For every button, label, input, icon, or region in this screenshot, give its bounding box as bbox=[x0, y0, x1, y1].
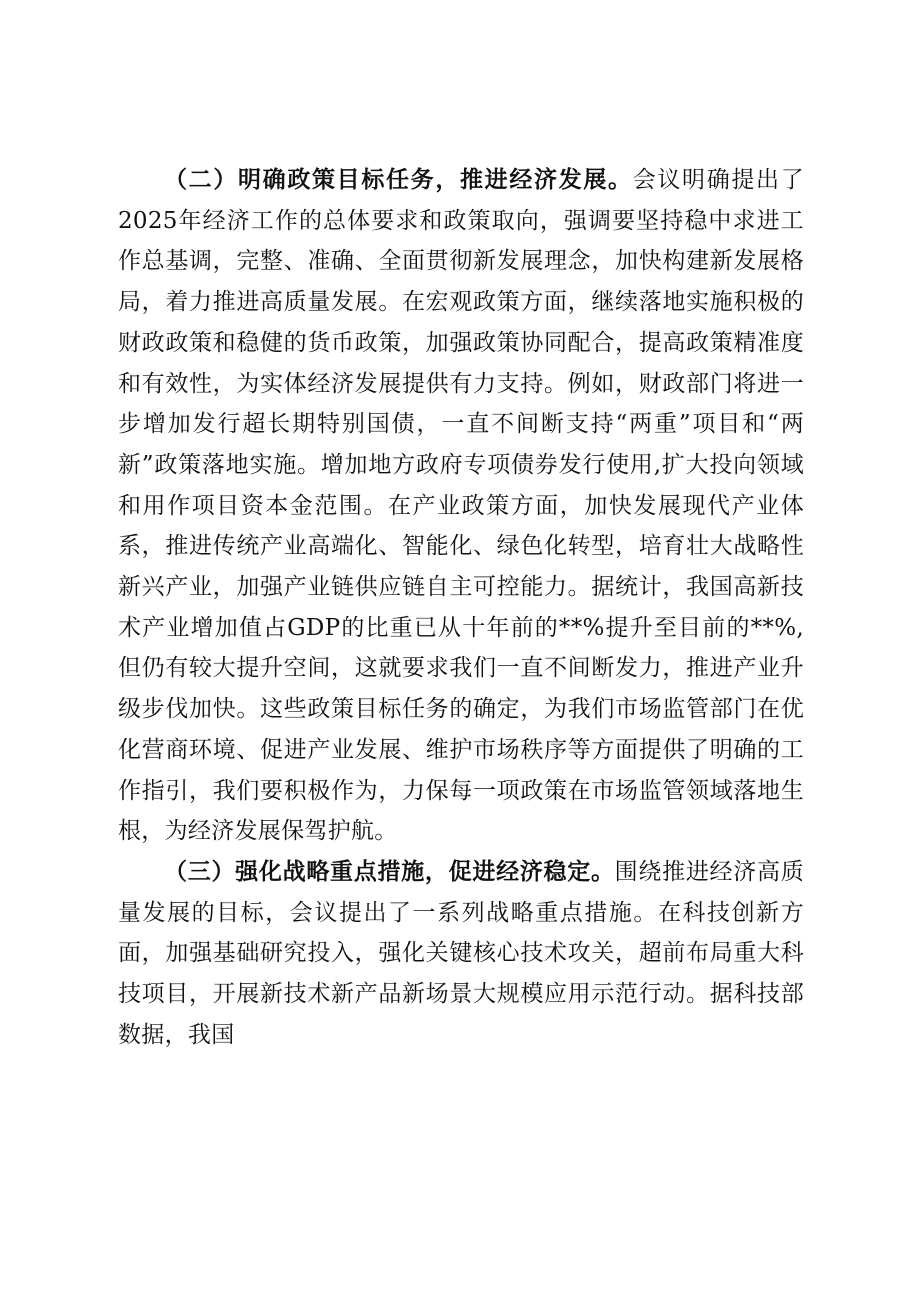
paragraph-3-text: 围绕推进经济高质量发展的目标，会议提出了一系列战略重点措施。在科技创新方面，加强基础研究投入，强化关键核心技术攻关，超前布局重大科技项目，开展新技术新产品新场景大规模应用示范行动。据科技部数据，我国 bbox=[118, 858, 805, 1048]
paragraph-3-heading: （三）强化战略重点措施，促进经济稳定。 bbox=[164, 857, 615, 885]
document-body bbox=[118, 160, 804, 1055]
paragraph-2 bbox=[118, 160, 804, 852]
paragraph-3 bbox=[118, 852, 804, 1056]
paragraph-2-heading: （二）明确政策目标任务，推进经济发展。 bbox=[164, 166, 633, 193]
paragraph-2-text: 会议明确提出了2025年经济工作的总体要求和政策取向，强调要坚持稳中求进工作总基调，完整、准确、全面贯彻新发展理念，加快构建新发展格局，着力推进高质量发展。在宏观政策方面，继续落地实施积极的财政政策和稳健的货币政策，加强政策协同配合，提高政策精准度和有效性，为实体经济发展提供有力支持。例如，财政部门将进一步增加发行超长期特别国债，一直不间断支持“两重”项目和“两新”政策落地实施。增加地方政府专项债券发行使用,扩大投向领域和用作项目资本金范围。在产业政策方面，加快发展现代产业体系，推进传统产业高端化、智能化、绿色化转型，培育壮大战略性新兴产业，加强产业链供应链自主可控能力。据统计，我国高新技术产业增加值占GDP的比重已从十年前的**%提升至目前的**%,但仍有较大提升空间，这就要求我们一直不间断发力，推进产业升级步伐加快。这些政策目标任务的确定，为我们市场监管部门在优化营商环境、促进产业发展、维护市场秩序等方面提供了明确的工作指引，我们要积极作为，力保每一项政策在市场监管领域落地生根，为经济发展保驾护航。 bbox=[118, 167, 804, 845]
